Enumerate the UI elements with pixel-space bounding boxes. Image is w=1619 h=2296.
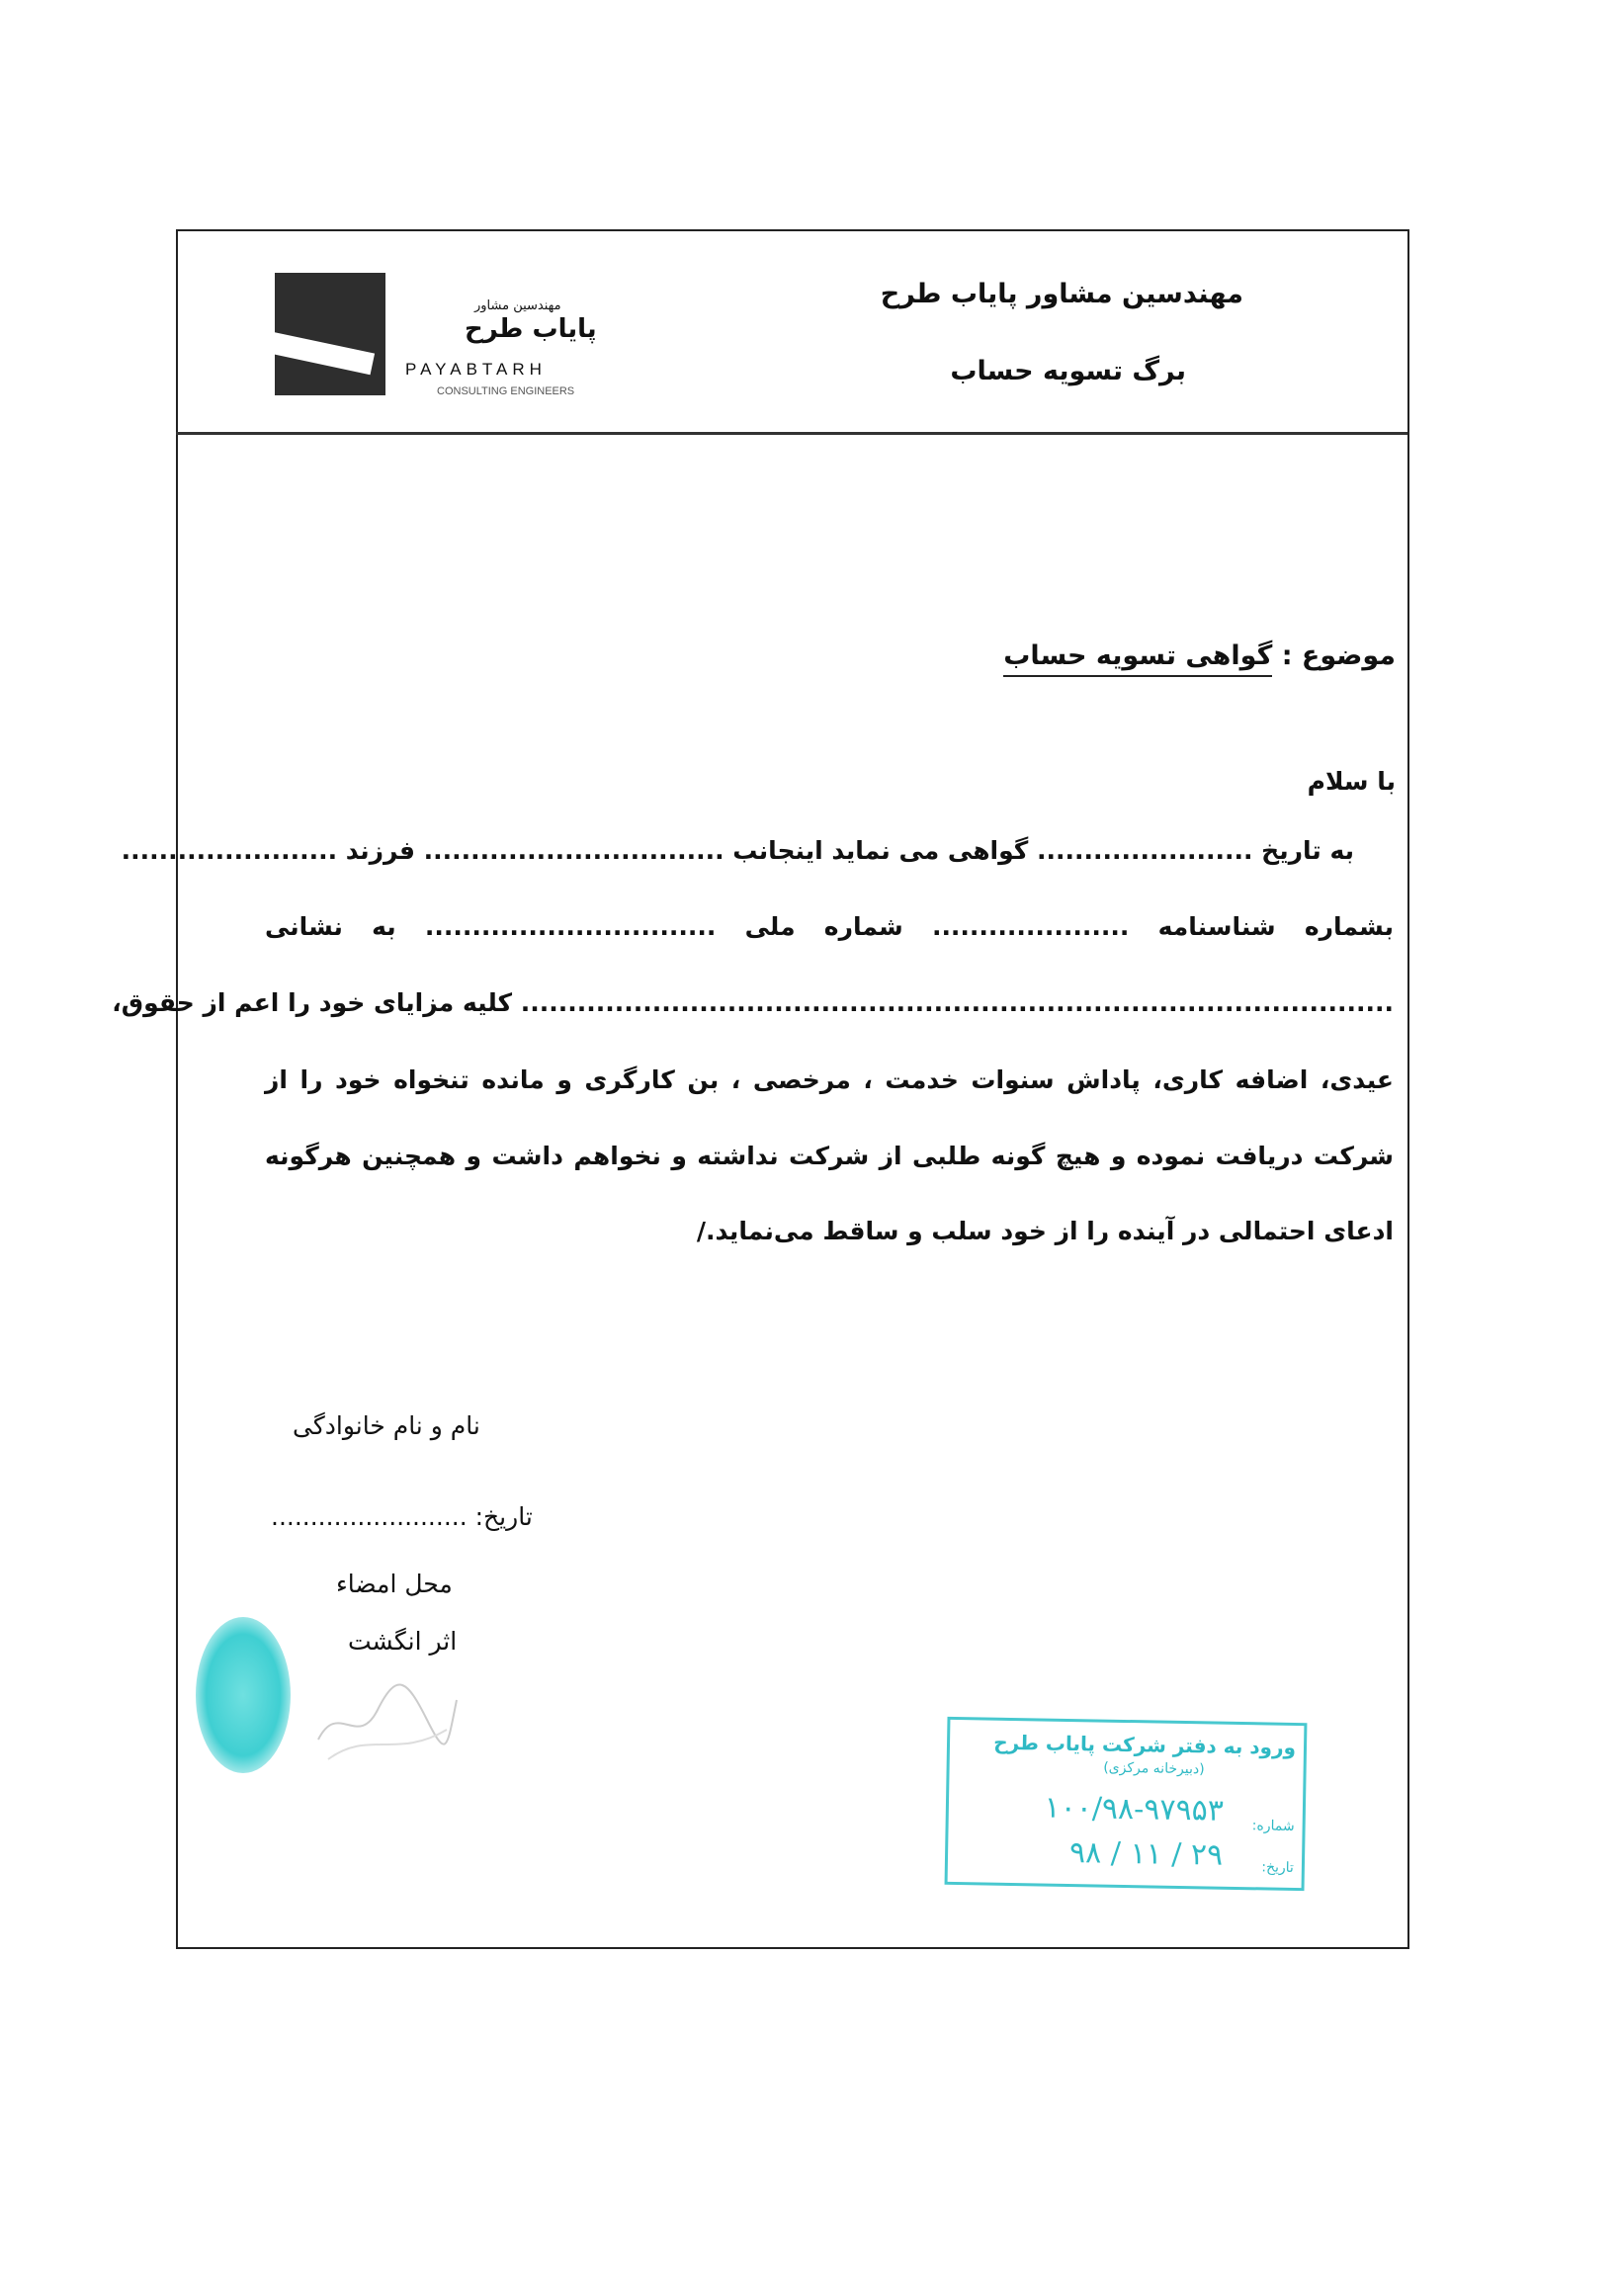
greeting: با سلام [1307, 767, 1396, 796]
company-logo-mark [275, 273, 385, 395]
form-title: برگ تسویه حساب [950, 356, 1186, 386]
fingerprint-mark [196, 1617, 291, 1773]
body-line: ............................................................................................. کلیه مزایای خود را اعم از حقوق، [112, 988, 1394, 1017]
logo-text-en: PAYABTARH [405, 360, 547, 379]
logo-text-fa: پایاب طرح [465, 314, 597, 344]
date-label: تاریخ: ......................... [271, 1502, 533, 1531]
stamp-subtitle: (دبیرخانه مرکزی) [1103, 1759, 1205, 1778]
body-line: به تاریخ ....................... گواهی می نماید اینجانب ................................ فرزند ....................... [121, 836, 1354, 865]
name-label: نام و نام خانوادگی [293, 1411, 480, 1440]
body-line: عیدی، اضافه کاری، پاداش سنوات خدمت ، مرخصی ، بن کارگری و مانده تنخواه خود را از [265, 1065, 1394, 1094]
logo-subtitle: CONSULTING ENGINEERS [437, 385, 575, 397]
signature-label: محل امضاء [336, 1570, 453, 1598]
stamp-date-value: ۹۸ / ۱۱ / ۲۹ [1068, 1835, 1224, 1873]
subject [1003, 640, 1396, 671]
stamp-number-value: ۱۰۰/۹۸-۹۷۹۵۳ [1044, 1790, 1225, 1828]
stamp-number-label: شماره: [1251, 1818, 1295, 1834]
registration-stamp [945, 1717, 1308, 1891]
subject-value: گواهی تسویه حساب [1003, 640, 1272, 677]
signature-mark [308, 1660, 467, 1769]
logo-text-fa-small: مهندسین مشاور [474, 298, 561, 313]
company-title: مهندسین مشاور پایاب طرح [880, 279, 1243, 309]
body-line: ادعای احتمالی در آینده را از خود سلب و ساقط می‌نماید./ [696, 1217, 1394, 1245]
stamp-title: ورود به دفتر شرکت پایاب طرح [993, 1730, 1297, 1759]
body-line: بشماره شناسنامه ..................... شماره ملی ............................... به نشانی [265, 912, 1394, 941]
subject-label: موضوع : [1281, 640, 1396, 671]
fingerprint-label: اثر انگشت [348, 1627, 458, 1656]
body-line: شرکت دریافت نموده و هیچ گونه طلبی از شرکت نداشته و نخواهم داشت و همچنین هرگونه [265, 1142, 1394, 1170]
stamp-date-label: تاریخ: [1261, 1859, 1295, 1876]
header-divider [176, 432, 1407, 435]
